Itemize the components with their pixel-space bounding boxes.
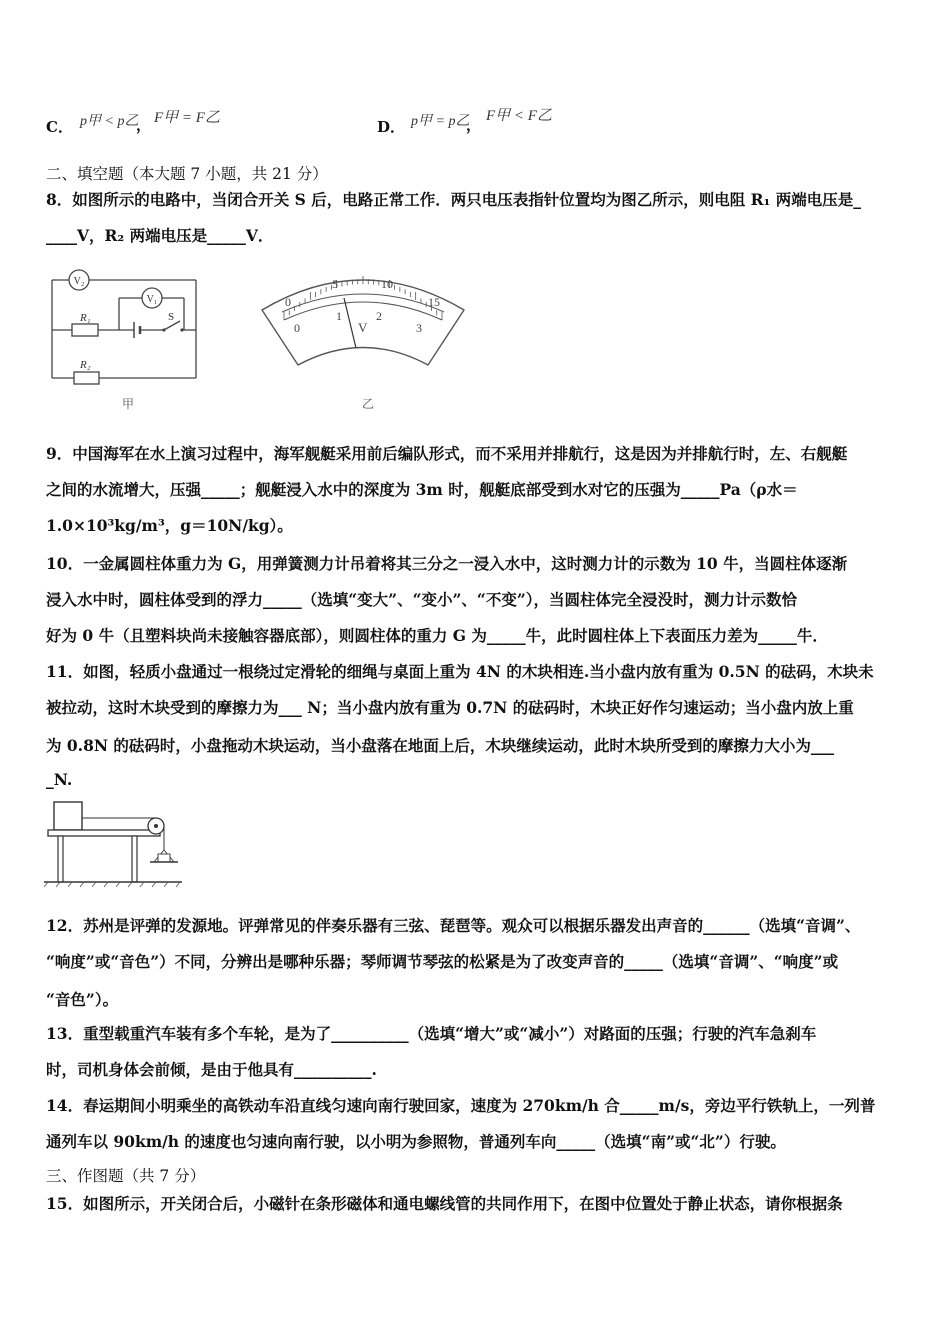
- q8-line-2: ____V，R₂ 两端电压是_____V．: [46, 226, 274, 245]
- q12-line-3: “音色”）。: [46, 990, 119, 1009]
- q10-line-1: 10．一金属圆柱体重力为 G，用弹簧测力计吊着将其三分之一浸入水中，这时测力计的示数为 10 牛，当圆柱体逐渐: [46, 554, 848, 573]
- v1-label: V₁: [146, 294, 158, 305]
- dial-bottom-tick-2: 2: [376, 309, 382, 323]
- q15-line-1: 15．如图所示，开关闭合后，小磁针在条形磁体和通电螺线管的共同作用下，在图中位置处于静止状态，请你根据条: [46, 1194, 843, 1213]
- dial-top-tick-5: 5: [332, 277, 338, 291]
- figure-a-caption: 甲: [122, 397, 135, 411]
- dial-bottom-tick-1: 1: [336, 309, 342, 323]
- dial-bottom-tick-0: 0: [294, 321, 300, 335]
- q10-line-2: 浸入水中时，圆柱体受到的浮力_____（选填“变大”、“变小”、“不变”），当圆柱体完全浸没时，测力计示数恰: [46, 590, 797, 609]
- option-d-separator: ，: [466, 116, 482, 134]
- section-2-title: 二、填空题（本大题 7 小题，共 21 分）: [46, 165, 328, 183]
- option-d-formula-pressure: p甲 = p乙: [411, 114, 470, 129]
- q8-line-1: 8．如图所示的电路中，当闭合开关 S 后，电路正常工作．两只电压表指针位置均为图乙所示，则电阻 R₁ 两端电压是_: [46, 190, 861, 209]
- q13-line-1: 13．重型载重汽车装有多个车轮，是为了__________（选填“增大”或“减小”）对路面的压强；行驶的汽车急刹车: [46, 1024, 817, 1043]
- option-c-separator: ，: [136, 116, 152, 134]
- q9-line-3: 1.0×10³kg/m³，g＝10N/kg）。: [46, 516, 293, 535]
- circuit-diagram: [44, 258, 214, 413]
- dial-top-tick-15: 15: [428, 295, 440, 309]
- option-d-formula-force: F甲 < F乙: [486, 108, 552, 124]
- resistor-r2-icon: [74, 372, 99, 384]
- option-d-label: D．: [377, 118, 406, 136]
- resistor-r1-icon: [72, 324, 98, 336]
- dial-top-tick-0: 0: [285, 295, 291, 309]
- table-icon: [48, 830, 160, 836]
- section-3-title: 三、作图题（共 7 分）: [46, 1167, 206, 1185]
- q14-line-1: 14．春运期间小明乘坐的高铁动车沿直线匀速向南行驶回家，速度为 270km/h 合_____m/s，旁边平行铁轨上，一列普: [46, 1096, 876, 1115]
- figure-b-caption: 乙: [362, 397, 375, 411]
- q11-line-3: 为 0.8N 的砝码时，小盘拖动木块运动，当小盘落在地面上后，木块继续运动，此时木块所受到的摩擦力大小为___: [46, 736, 835, 755]
- option-c-formula-pressure: p甲 < p乙: [80, 114, 139, 129]
- switch-label: S: [168, 311, 175, 323]
- wooden-block-icon: [54, 802, 82, 830]
- q11-line-1: 11．如图，轻质小盘通过一根绕过定滑轮的细绳与桌面上重为 4N 的木块相连.当小盘内放有重为 0.5N 的砝码，木块未: [46, 662, 874, 681]
- voltmeter-dial: [258, 270, 468, 415]
- q12-line-1: 12．苏州是评弹的发源地。评弹常见的伴奏乐器有三弦、琵琶等。观众可以根据乐器发出声音的______（选填“音调”、: [46, 916, 861, 935]
- option-c-label: C．: [46, 118, 73, 136]
- dial-top-tick-10: 10: [381, 277, 393, 291]
- v2-label: V₂: [73, 276, 85, 287]
- q10-line-3: 好为 0 牛（且塑料块尚未接触容器底部），则圆柱体的重力 G 为_____牛，此时圆柱体上下表面压力差为_____牛．: [46, 626, 828, 645]
- dial-unit-label: V: [358, 320, 368, 335]
- q11-line-4: _N.: [46, 770, 73, 789]
- r2-label: R₂: [80, 359, 91, 371]
- q9-line-2: 之间的水流增大，压强_____；舰艇浸入水中的深度为 3m 时，舰艇底部受到水对它的压强为_____Pa（ρ水＝: [46, 480, 798, 499]
- pulley-table-diagram: [44, 796, 184, 888]
- q11-line-2: 被拉动，这时木块受到的摩擦力为___ N；当小盘内放有重为 0.7N 的砝码时，木块正好作匀速运动；当小盘内放上重: [46, 698, 854, 717]
- r1-label: R₁: [80, 312, 91, 324]
- option-c-formula-force: F甲 = F乙: [154, 110, 220, 126]
- q14-line-2: 通列车以 90km/h 的速度也匀速向南行驶，以小明为参照物，普通列车向_____（选填“南”或“北”）行驶。: [46, 1132, 786, 1151]
- q12-line-2: “响度”或“音色”）不同，分辨出是哪种乐器；琴师调节琴弦的松紧是为了改变声音的_____（选填“音调”、“响度”或: [46, 952, 839, 971]
- dial-bottom-tick-3: 3: [416, 321, 422, 335]
- q9-line-1: 9．中国海军在水上演习过程中，海军舰艇采用前后编队形式，而不采用并排航行，这是因为并排航行时，左、右舰艇: [46, 444, 848, 463]
- q13-line-2: 时，司机身体会前倾，是由于他具有__________.: [46, 1060, 377, 1079]
